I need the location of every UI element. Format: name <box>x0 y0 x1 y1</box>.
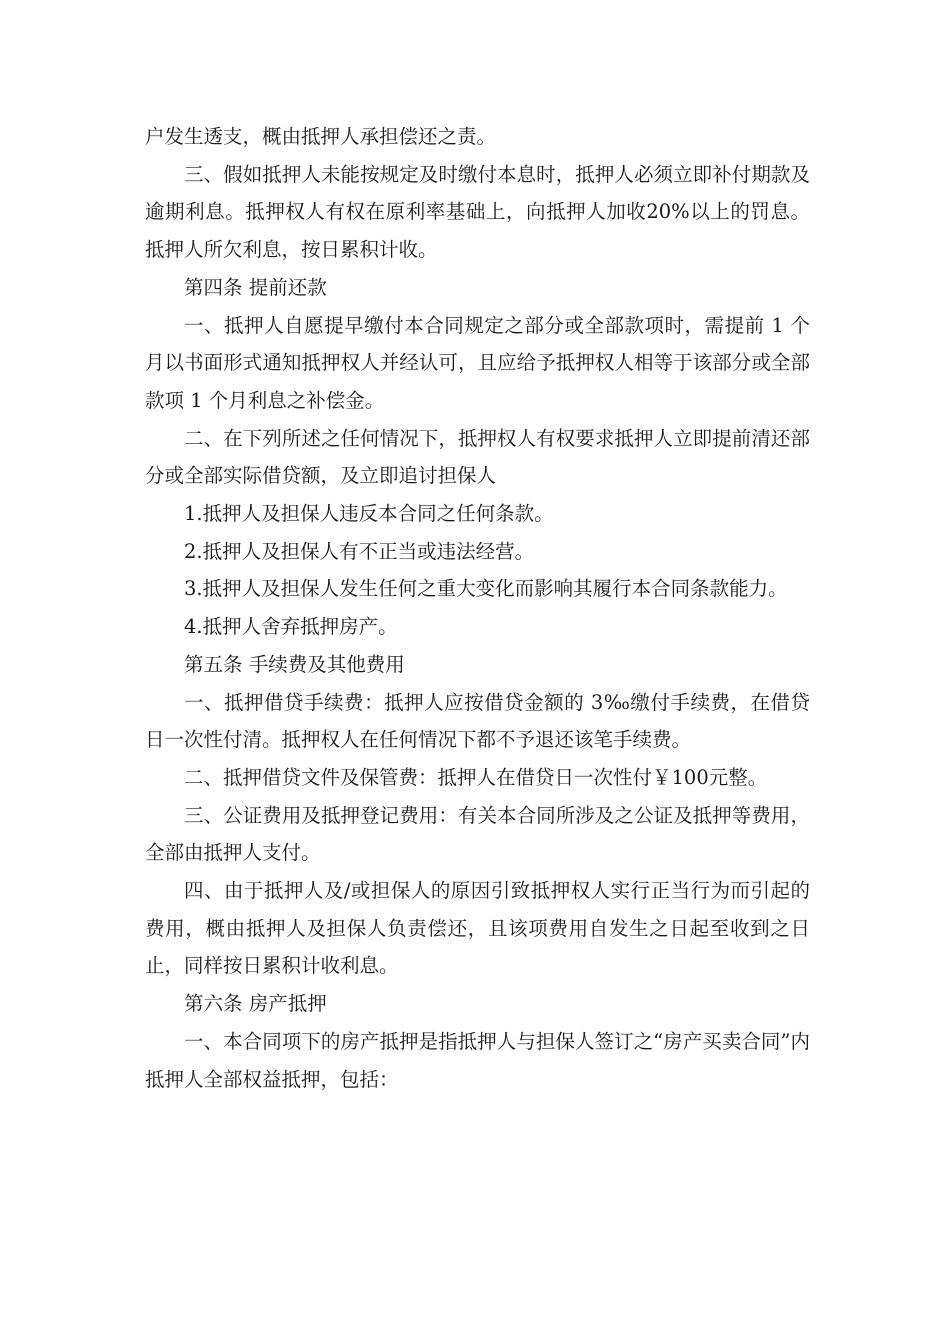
paragraph-article5-item3: 三、公证费用及抵押登记费用：有关本合同所涉及之公证及抵押等费用，全部由抵押人支付。 <box>145 803 810 865</box>
document-body <box>145 118 810 1098</box>
paragraph-overdraft-tail: 户发生透支，概由抵押人承担偿还之责。 <box>145 125 497 148</box>
list-item-article4-sub1: 1.抵押人及担保人违反本合同之任何条款。 <box>184 502 554 526</box>
paragraph-article3-item3: 三、假如抵押人未能按规定及时缴付本息时，抵押人必须立即补付期款及逾期利息。抵押权人有权在原利率基础上，向抵押人加收20%以上的罚息。抵押人所欠利息，按日累积计收。 <box>145 162 810 262</box>
list-item-article4-sub4: 4.抵押人舍弃抵押房产。 <box>184 615 398 639</box>
list-item-article4-sub2: 2.抵押人及担保人有不正当或违法经营。 <box>184 539 535 563</box>
paragraph-article4-item1: 一、抵押人自愿提早缴付本合同规定之部分或全部款项时，需提前 1 个月以书面形式通知抵押权人并经认可，且应给予抵押权人相等于该部分或全部款项 1 个月利息之补偿金。 <box>145 313 810 412</box>
article6-heading: 第六条 房产抵押 <box>184 992 327 1016</box>
article4-heading: 第四条 提前还款 <box>184 275 327 299</box>
paragraph-article4-item2: 二、在下列所述之任何情况下，抵押权人有权要求抵押人立即提前清还部分或全部实际借贷额，及立即追讨担保人 <box>145 426 810 488</box>
list-item-article4-sub3: 3.抵押人及担保人发生任何之重大变化而影响其履行本合同条款能力。 <box>184 577 788 601</box>
paragraph-article6-item1: 一、本合同项下的房产抵押是指抵押人与担保人签订之“房产买卖合同”内抵押人全部权益抵押，包括： <box>145 1029 810 1091</box>
paragraph-article5-item1: 一、抵押借贷手续费：抵押人应按借贷金额的 3‰缴付手续费，在借贷日一次性付清。抵押权人在任何情况下都不予退还该笔手续费。 <box>145 690 810 752</box>
paragraph-article5-item2: 二、抵押借贷文件及保管费：抵押人在借贷日一次性付￥100元整。 <box>184 765 768 789</box>
article5-heading: 第五条 手续费及其他费用 <box>184 652 405 676</box>
paragraph-article5-item4: 四、由于抵押人及/或担保人的原因引致抵押权人实行正当行为而引起的费用，概由抵押人及担保人负责偿还，且该项费用自发生之日起至收到之日止，同样按日累积计收利息。 <box>145 879 810 978</box>
